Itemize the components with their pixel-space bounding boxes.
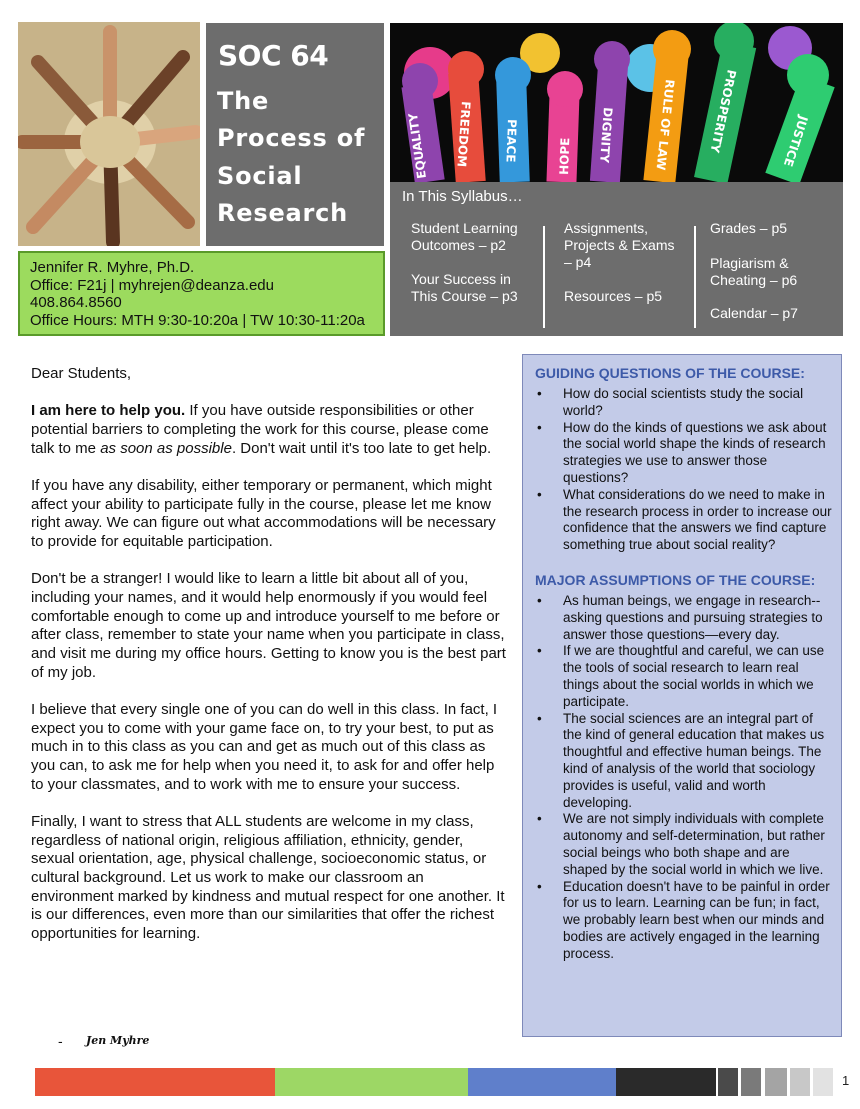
list-item: • The social sciences are an integral part of the kind of general education that makes us thoughtful and effective human beings. The kind of analysis of the world that sociology provides is useful, valid and worth developing. — [537, 710, 825, 810]
toc-heading: In This Syllabus… — [402, 188, 523, 205]
art-word-dignity: DIGNITY — [597, 106, 615, 164]
syllabus-contents-panel — [390, 182, 843, 336]
toc-divider — [543, 226, 545, 328]
course-code: SOC 64 — [218, 39, 329, 72]
toc-item-resources[interactable]: Resources – p5 — [564, 288, 663, 304]
art-word-prosperity: PROSPERITY — [707, 68, 739, 154]
footer-segment-gray — [741, 1068, 761, 1096]
toc-item-assignments[interactable]: Assignments, Projects & Exams – p4 — [564, 220, 675, 270]
instructor-office: Office: F21j | myhrejen@deanza.edu — [30, 276, 274, 294]
guiding-questions-list — [535, 386, 835, 554]
major-assumptions-heading: MAJOR ASSUMPTIONS OF THE COURSE: — [535, 571, 816, 588]
toc-item-your-success[interactable]: Your Success in This Course – p3 — [411, 271, 518, 304]
course-framework-sidebar — [522, 354, 842, 1037]
toc-item-calendar[interactable]: Calendar – p7 — [710, 305, 798, 321]
art-word-freedom: FREEDOM — [454, 100, 473, 168]
list-item: • We are not simply individuals with complete autonomy and self-determination, but rather social beings who both shape and are shaped by the social world in which we live. — [537, 811, 825, 877]
footer-color-bar — [35, 1068, 833, 1096]
art-word-rule-of-law: RULE OF LAW — [653, 78, 677, 171]
raised-hands-illustration — [390, 23, 843, 182]
letter-paragraph: If you have any disability, either temporary or permanent, which might affect your ability to participate fully in the course, please let me know right away. We can figure out what accommodations will be necessary to provide for equitable participation. — [31, 476, 496, 550]
list-item: • Education doesn't have to be painful in order for us to learn. Learning can be fun; in fact, we probably learn best when our minds and bodies are actively engaged in the learning process. — [537, 878, 830, 961]
art-word-peace: PEACE — [503, 118, 519, 163]
art-word-hope: HOPE — [557, 137, 573, 176]
art-word-equality: EQUALITY — [405, 112, 429, 180]
signature: Jen Myhre — [86, 1034, 150, 1047]
major-assumptions-list — [535, 593, 835, 963]
instructor-name: Jennifer R. Myhre, Ph.D. — [30, 259, 195, 276]
list-item: • What considerations do we need to make in the research process in order to increase our confidence that the answers we find capture something true about social reality? — [537, 486, 832, 553]
footer-segment-red — [35, 1068, 275, 1096]
letter-greeting: Dear Students, — [31, 365, 132, 382]
instructor-contact-box — [18, 251, 385, 336]
footer-segment-gray — [790, 1068, 810, 1096]
guiding-questions-heading: GUIDING QUESTIONS OF THE COURSE: — [535, 365, 805, 381]
course-title-line: Research — [217, 199, 349, 227]
footer-segment-green — [275, 1068, 468, 1096]
toc-item-grades[interactable]: Grades – p5 — [710, 220, 788, 236]
list-item: • As human beings, we engage in research--asking questions and pursuing strategies to answer those questions—every day. — [537, 592, 823, 642]
toc-item-plagiarism[interactable]: Plagiarism & Cheating – p6 — [710, 255, 798, 288]
hands-circle-illustration — [18, 22, 200, 246]
letter-paragraph: Finally, I want to stress that ALL students are welcome in my class, regardless of national origin, religious affiliation, ethnicity, gender, sexual orientation, age, physical challenge, socioeconomic status, or cultural background. Let us work to make our classroom an environment marked by kindness and mutual respect for one another. It is our differences, even more than our similarities that offer the richest opportunities for learning. — [31, 812, 505, 943]
course-title-line: The — [217, 87, 270, 115]
list-item: • How do social scientists study the social world? — [537, 386, 804, 418]
welcome-letter — [31, 365, 507, 962]
signature-dash: - — [58, 1033, 63, 1049]
footer-segment-gray — [813, 1068, 833, 1096]
letter-paragraph: I am here to help you. If you have outside responsibilities or other potential barriers to completing the work for this course, please come talk to me as soon as possible. Don't wait until it's too late to get help. — [31, 402, 492, 457]
hands-circle-photo — [18, 22, 200, 246]
letter-paragraph: I believe that every single one of you can do well in this class. In fact, I expect you to come with your game face on, to try your best, to put as much in to this class as you can and get as much out of this class as you can, to ask me for help when you need it, to ask for and offer help to your classmates, and to work with me to ensure your success. — [31, 700, 498, 793]
list-item: • If we are thoughtful and careful, we can use the tools of social research to learn real things about the social worlds in which we participate. — [537, 643, 825, 709]
footer-segment-blue — [468, 1068, 616, 1096]
footer-segment-gray — [765, 1068, 787, 1096]
letter-paragraph: Don't be a stranger! I would like to learn a little bit about all of you, including your names, and it would help enormously if you would feel comfortable enough to come up and introduce yourself to me before or after class, remember to state your name when you participate in class, and visit me during my office hours. Getting to know you is the best part of my job. — [31, 570, 506, 681]
footer-segment-gray — [718, 1068, 738, 1096]
page-number: 1 — [842, 1073, 850, 1088]
course-title-panel — [206, 23, 384, 246]
raised-hands-banner — [390, 23, 843, 182]
list-item: • How do the kinds of questions we ask about the social world shape the kinds of research strategies we use to answer those questions? — [537, 419, 827, 485]
art-word-justice: JUSTICE — [780, 114, 811, 169]
letter-emphasis: I am here to help you. — [31, 402, 186, 420]
instructor-phone: 408.864.8560 — [30, 294, 122, 311]
footer-segment-black — [616, 1068, 716, 1096]
course-title-line: Process of — [217, 124, 366, 152]
toc-divider — [694, 226, 696, 328]
toc-item-learning-outcomes[interactable]: Student Learning Outcomes – p2 — [411, 220, 518, 253]
course-title-line: Social — [217, 162, 303, 190]
instructor-office-hours: Office Hours: MTH 9:30-10:20a | TW 10:30-11:20a — [30, 311, 365, 329]
